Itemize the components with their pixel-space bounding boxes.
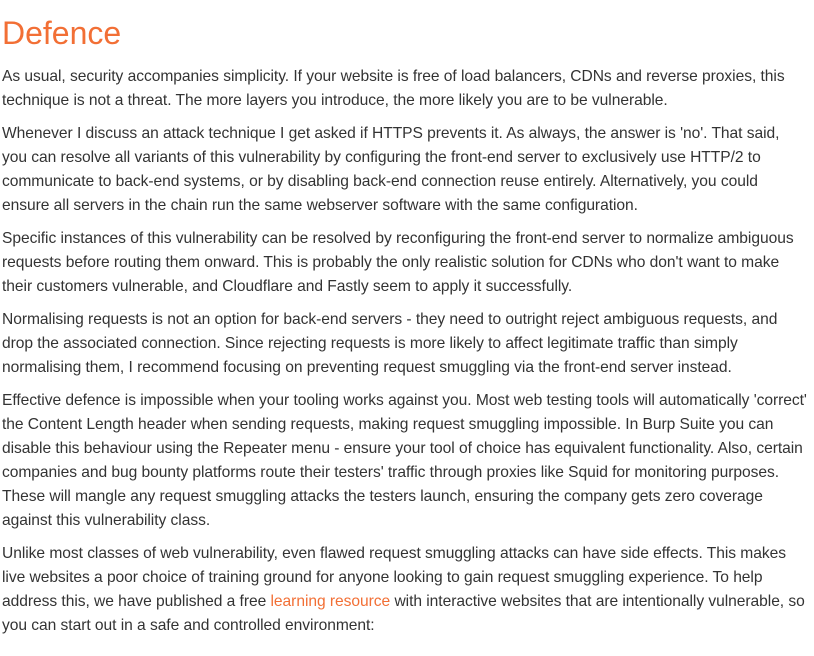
paragraph-learning <box>2 542 808 638</box>
learning-resource-link[interactable]: learning resource <box>270 593 391 610</box>
section-heading: Defence <box>2 15 122 51</box>
paragraph-learning-text-after: with interactive websites that are intentionally vulnerable, so you can start out in a safe and controlled environment: <box>2 593 805 634</box>
article-section <box>2 0 808 647</box>
paragraph-https: Whenever I discuss an attack technique I get asked if HTTPS prevents it. As always, the answer is 'no'. That said, you can resolve all variants of this vulnerability by configuring the front-end server to exclusively use HTTP/2 to communicate to back-end systems, or by disabling back-end connection reuse entirely. Alternatively, you could ensure all servers in the chain run the same webserver software with the same configuration. <box>2 125 780 214</box>
paragraph-simplicity: As usual, security accompanies simplicity. If your website is free of load balancers, CDNs and reverse proxies, this technique is not a threat. The more layers you introduce, the more likely you are to be vulnerable. <box>2 68 785 109</box>
paragraph-tooling: Effective defence is impossible when your tooling works against you. Most web testing tools will automatically 'correct' the Content Length header when sending requests, making request smuggling impossible. In Burp Suite you can disable this behaviour using the Repeater menu - ensure your tool of choice has equivalent functionality. Also, certain companies and bug bounty platforms route their testers' traffic through proxies like Squid for monitoring purposes. These will mangle any request smuggling attacks the testers launch, ensuring the company gets zero coverage against this vulnerability class. <box>2 392 807 529</box>
paragraph-backend: Normalising requests is not an option for back-end servers - they need to outright reject ambiguous requests, and drop the associated connection. Since rejecting requests is more likely to affect legitimate traffic than simply normalising them, I recommend focusing on preventing request smuggling via the front-end server instead. <box>2 311 778 376</box>
paragraph-normalize: Specific instances of this vulnerability can be resolved by reconfiguring the front-end server to normalize ambiguous requests before routing them onward. This is probably the only realistic solution for CDNs who don't want to make their customers vulnerable, and Cloudflare and Fastly seem to apply it successfully. <box>2 230 794 295</box>
paragraph-learning-text-before: Unlike most classes of web vulnerability, even flawed request smuggling attacks can have side effects. This makes live websites a poor choice of training ground for anyone looking to gain request smuggling experience. To help address this, we have published a free <box>2 545 786 610</box>
